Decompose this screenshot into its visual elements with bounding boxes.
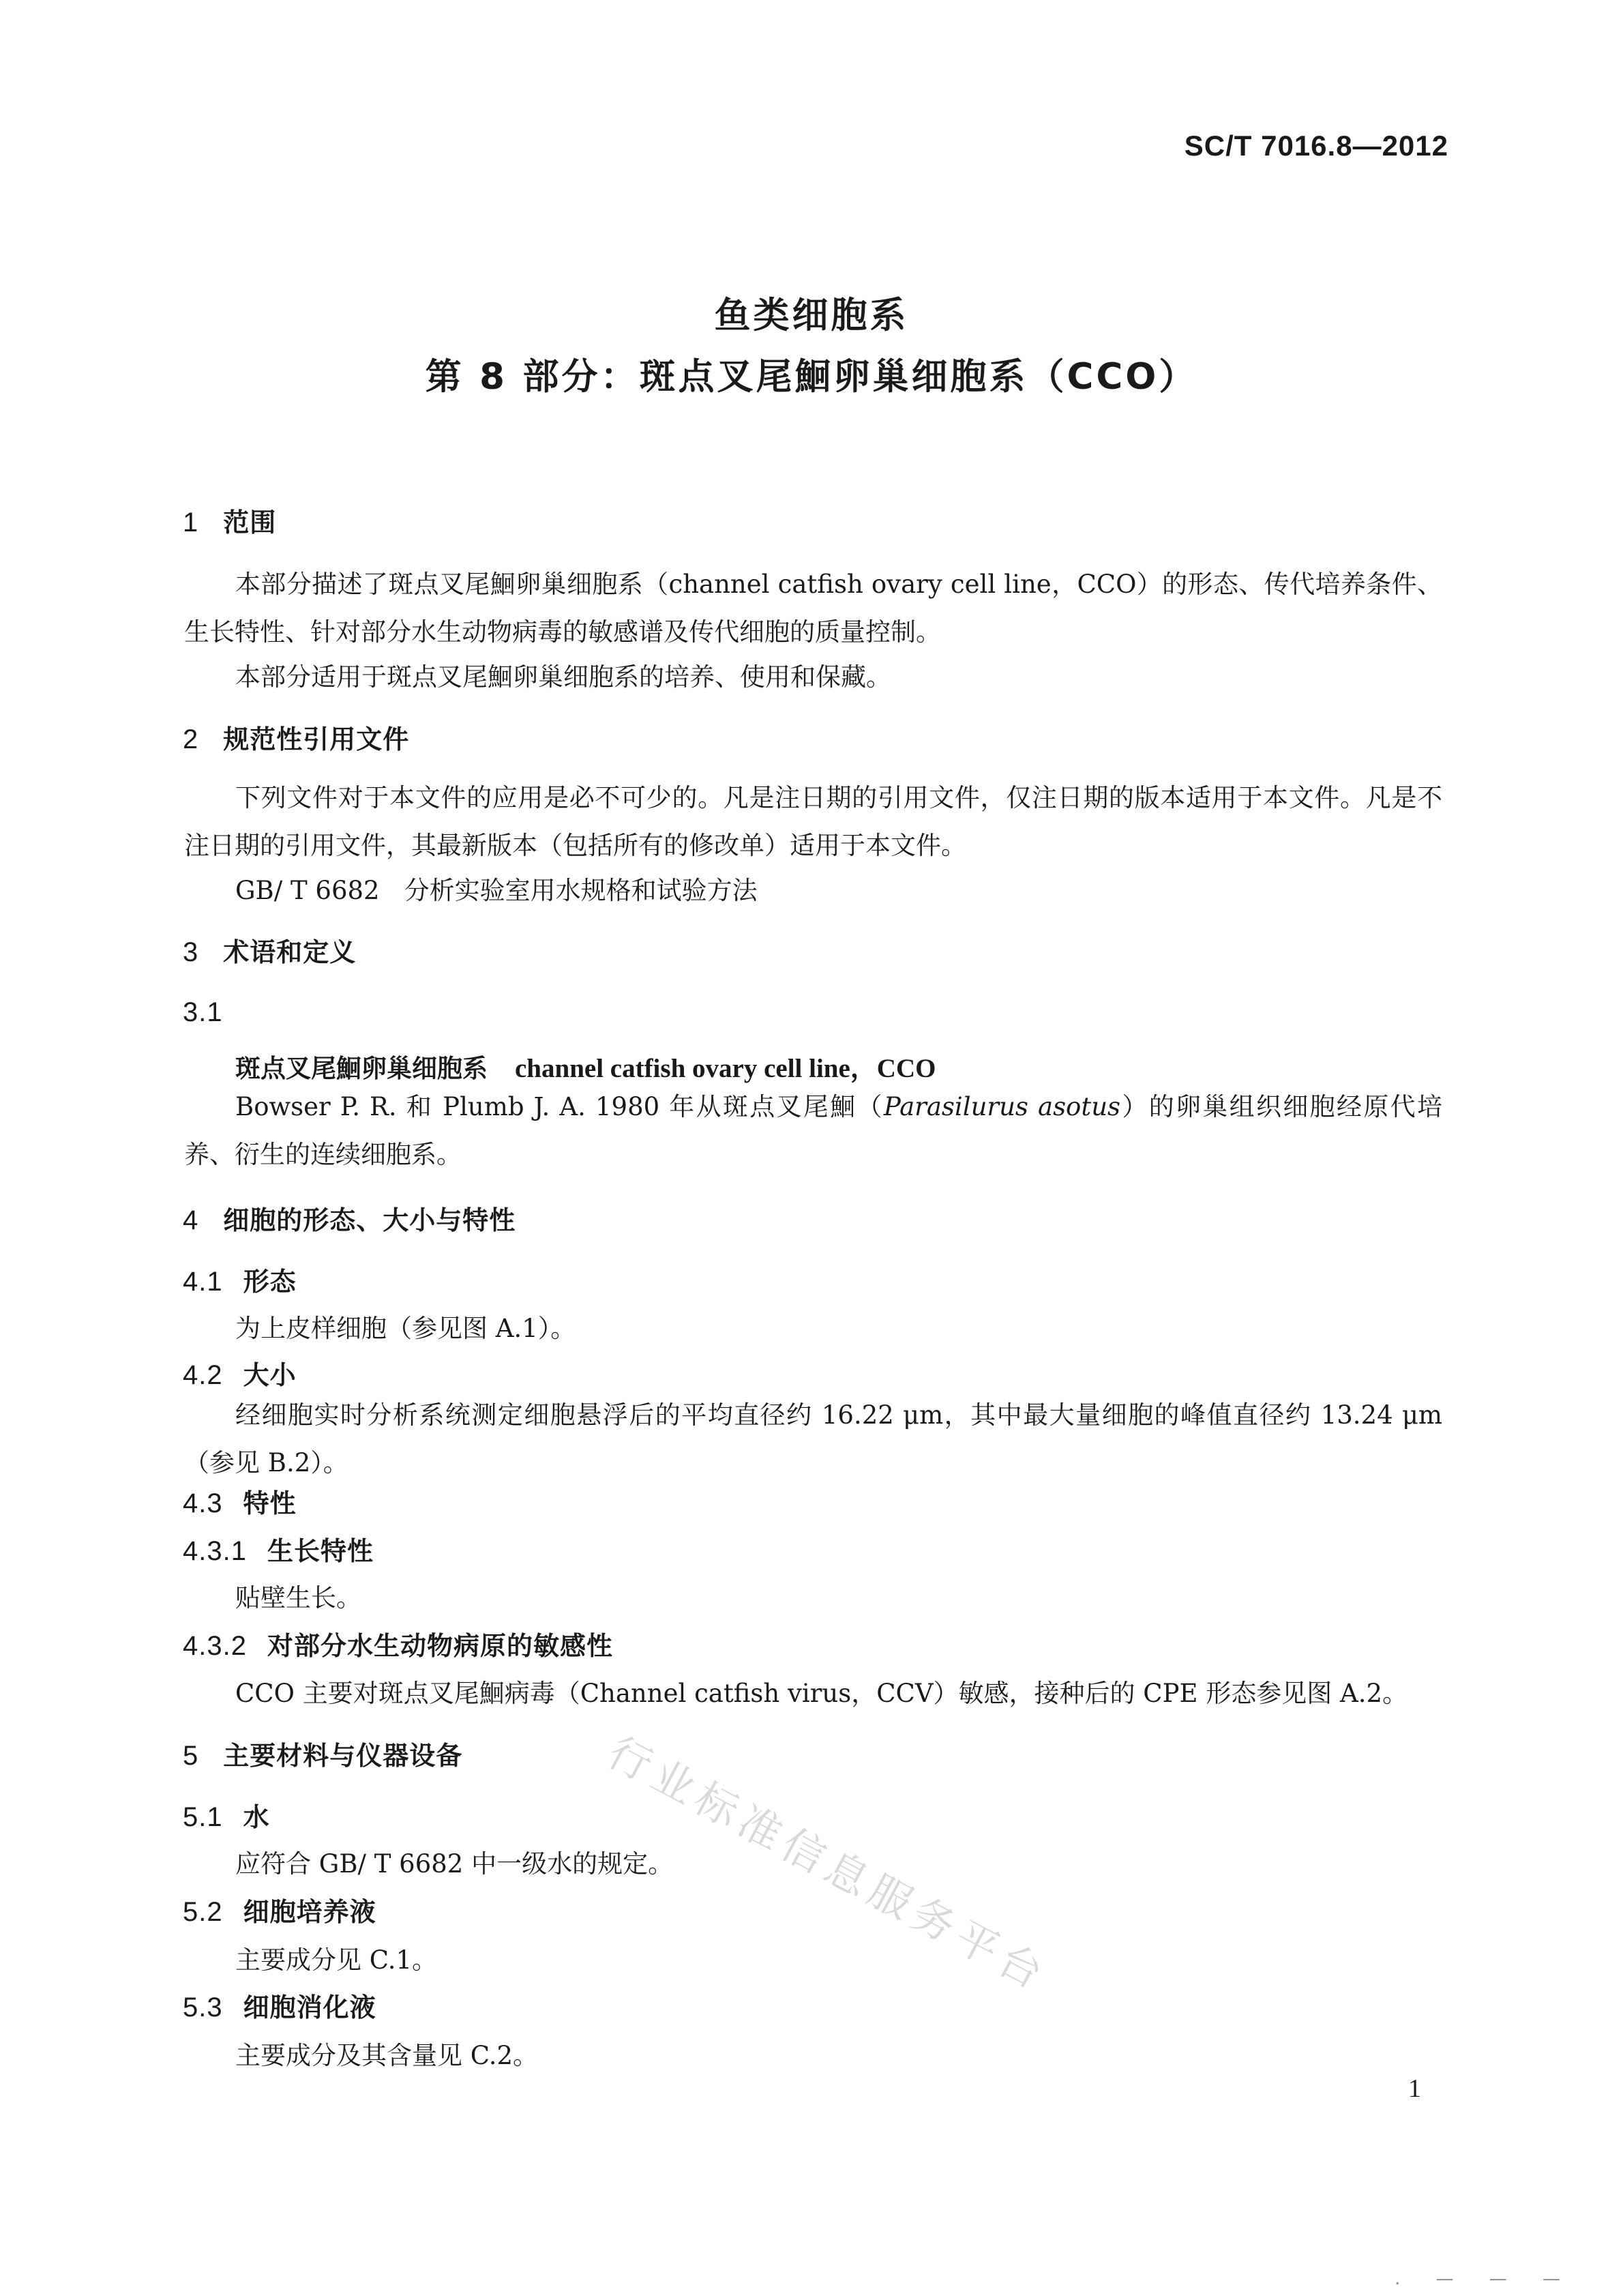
standard-code: SC/T 7016.8—2012	[1184, 130, 1448, 162]
clause-4-1-heading: 4.1 形态	[183, 1267, 297, 1297]
clause-5-2-heading: 5.2 细胞培养液	[183, 1897, 376, 1927]
document-title-line1: 鱼类细胞系	[714, 295, 909, 336]
section-3-heading	[183, 931, 356, 969]
clause-4-1-text: 为上皮样细胞（参见图 A.1）。	[235, 1314, 576, 1343]
section-1-paragraph-2: 本部分适用于斑点叉尾鮰卵巢细胞系的培养、使用和保藏。	[235, 662, 891, 692]
term-entry	[235, 1047, 936, 1085]
clause-4-3-heading: 4.3 特性	[183, 1488, 297, 1518]
clause-5-2-text: 主要成分见 C.1。	[235, 1945, 438, 1975]
clause-5-3-text: 主要成分及其含量见 C.2。	[235, 2041, 539, 2070]
clause-5-3-heading: 5.3 细胞消化液	[183, 1992, 376, 2022]
section-2-heading	[183, 718, 409, 756]
watermark-text: 行业标准信息服务平台	[599, 1726, 1057, 2001]
section-5-heading	[183, 1735, 462, 1772]
section-1-paragraph-1: 本部分描述了斑点叉尾鮰卵巢细胞系（channel catfish ovary cell line，CCO）的形态、传代培养条件、生长特性、针对部分水生动物病毒的敏感谱及传代细胞的质量控制。	[184, 570, 1442, 647]
clause-4-3-2-text: CCO 主要对斑点叉尾鮰病毒（Channel catfish virus，CCV）敏感，接种后的 CPE 形态参见图 A.2。	[235, 1679, 1408, 1708]
section-4-heading	[183, 1199, 516, 1237]
section-5-number: 5	[183, 1741, 199, 1771]
section-3-title: 术语和定义	[223, 937, 357, 967]
definition-text-2: ）的卵巢组织细胞经原代培养、衍生的连续细胞系。	[184, 1092, 1442, 1169]
species-name: Parasilurus asotus	[883, 1092, 1121, 1121]
section-2-paragraph-1: 下列文件对于本文件的应用是必不可少的。凡是注日期的引用文件，仅注日期的版本适用于本文件。凡是不注日期的引用文件，其最新版本（包括所有的修改单）适用于本文件。	[184, 783, 1442, 860]
clause-4-2-heading: 4.2 大小	[183, 1360, 297, 1390]
section-4-title: 细胞的形态、大小与特性	[223, 1205, 516, 1235]
clause-5-1-text: 应符合 GB/ T 6682 中一级水的规定。	[235, 1849, 674, 1879]
normative-reference	[235, 870, 758, 907]
scan-edge-marks: . — — —	[1394, 2269, 1575, 2289]
term-definition	[184, 1083, 1442, 1179]
clause-4-3-2-heading: 4.3.2 对部分水生动物病原的敏感性	[183, 1631, 613, 1661]
section-5-title: 主要材料与仪器设备	[223, 1741, 463, 1771]
reference-title: 分析实验室用水规格和试验方法	[404, 876, 758, 905]
reference-code: GB/ T 6682	[235, 876, 380, 905]
clause-4-2-text: 经细胞实时分析系统测定细胞悬浮后的平均直径约 16.22 μm，其中最大量细胞的峰值直径约 13.24 μm（参见 B.2）。	[184, 1400, 1442, 1477]
term-english: channel catfish ovary cell line，CCO	[515, 1054, 936, 1083]
section-2-number: 2	[183, 724, 199, 754]
section-1-heading	[183, 501, 276, 539]
clause-4-3-1-text: 贴壁生长。	[235, 1583, 361, 1613]
page-number: 1	[1408, 2074, 1421, 2103]
section-4-number: 4	[183, 1205, 199, 1235]
term-chinese: 斑点叉尾鮰卵巢细胞系	[235, 1054, 488, 1083]
clause-4-3-1-heading: 4.3.1 生长特性	[183, 1536, 374, 1566]
section-3-number: 3	[183, 937, 199, 967]
section-2-title: 规范性引用文件	[223, 724, 410, 754]
clause-5-1-heading: 5.1 水	[183, 1802, 270, 1832]
definition-text-1: Bowser P. R. 和 Plumb J. A. 1980 年从斑点叉尾鮰（	[235, 1092, 884, 1121]
section-1-number: 1	[183, 507, 199, 538]
section-1-title: 范围	[223, 507, 277, 538]
document-title-line2: 第 8 部分：斑点叉尾鮰卵巢细胞系（CCO）	[425, 356, 1198, 398]
clause-3-1-number: 3.1	[183, 997, 223, 1027]
